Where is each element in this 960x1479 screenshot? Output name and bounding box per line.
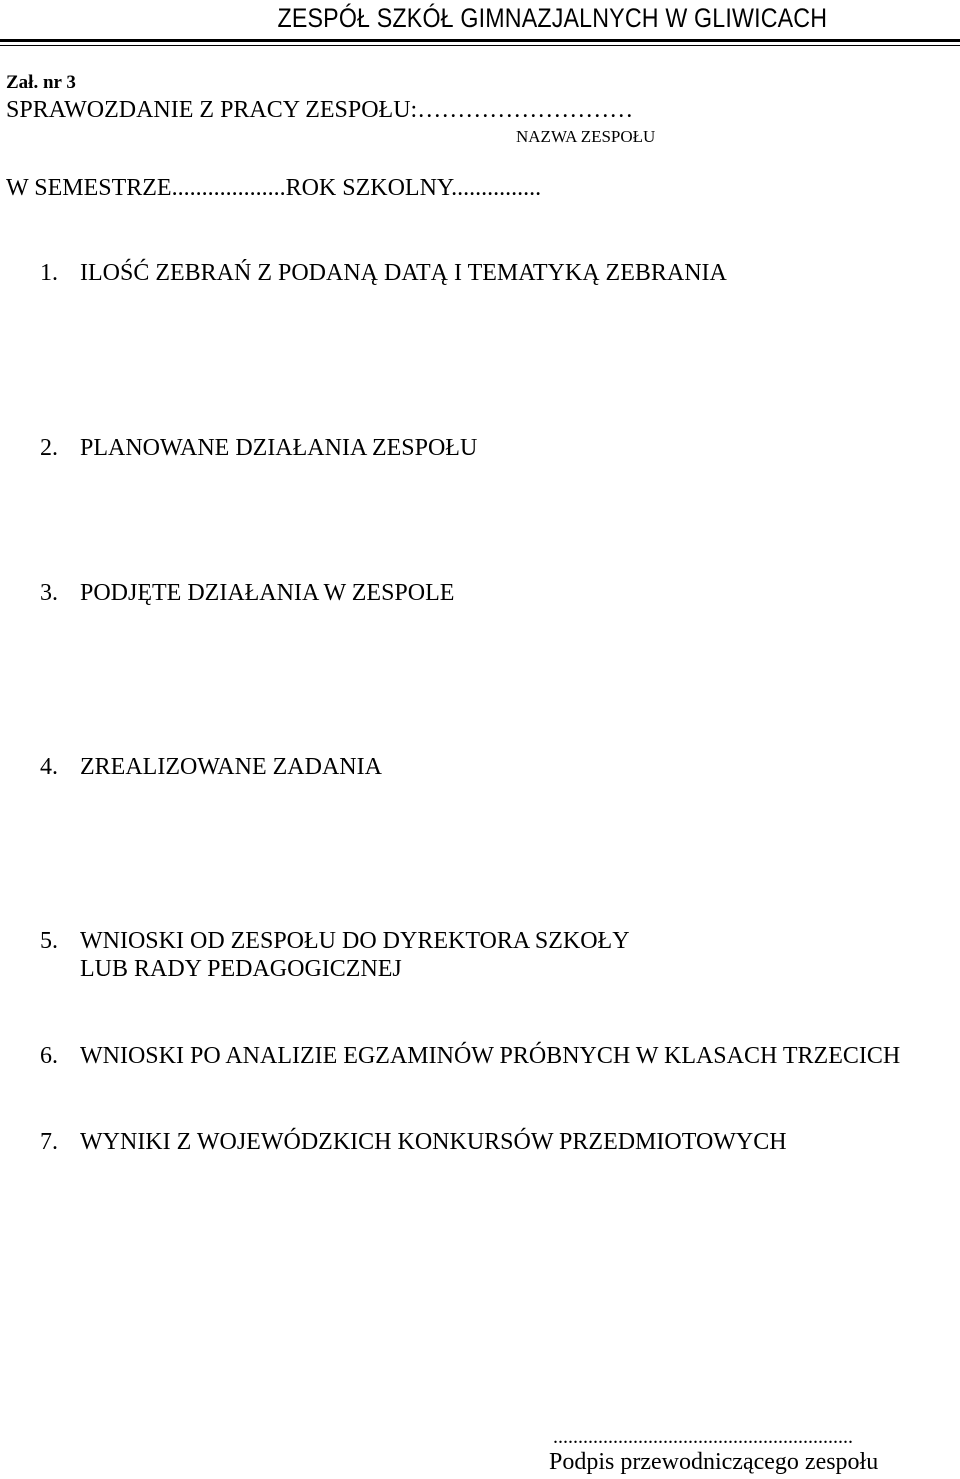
item-heading-line2: LUB RADY PEDAGOGICZNEJ bbox=[80, 956, 402, 982]
item-number: 4. bbox=[40, 754, 58, 780]
item-number: 7. bbox=[40, 1129, 58, 1155]
report-title-line bbox=[6, 97, 633, 124]
team-name-caption: NAZWA ZESPOŁU bbox=[516, 127, 656, 146]
list-item-7 bbox=[40, 1128, 787, 1156]
annex-label: Zał. nr 3 bbox=[6, 72, 76, 93]
item-number: 5. bbox=[40, 928, 58, 954]
item-number: 6. bbox=[40, 1043, 58, 1069]
list-item-4 bbox=[40, 753, 382, 781]
header-rule-thick bbox=[0, 39, 960, 42]
list-item-1 bbox=[40, 259, 727, 287]
team-name-blank: ……………………… bbox=[417, 97, 634, 123]
item-heading: PODJĘTE DZIAŁANIA W ZESPOLE bbox=[80, 580, 455, 606]
signature-line: ............................................................ bbox=[553, 1426, 853, 1448]
semester-line: W SEMESTRZE...................ROK SZKOLNY............... bbox=[6, 175, 542, 201]
report-label: SPRAWOZDANIE Z PRACY ZESPOŁU: bbox=[6, 97, 418, 123]
item-number: 3. bbox=[40, 580, 58, 606]
item-number: 1. bbox=[40, 260, 58, 286]
item-number: 2. bbox=[40, 435, 58, 461]
list-item-5 bbox=[40, 927, 630, 983]
item-heading: PLANOWANE DZIAŁANIA ZESPOŁU bbox=[80, 435, 478, 461]
list-item-6 bbox=[40, 1042, 900, 1070]
list-item-3 bbox=[40, 579, 454, 607]
header-rule-thin bbox=[0, 45, 960, 46]
item-heading: ZREALIZOWANE ZADANIA bbox=[80, 754, 382, 780]
school-name-header: ZESPÓŁ SZKÓŁ GIMNAZJALNYCH W GLIWICACH bbox=[277, 3, 827, 33]
signature-label: Podpis przewodniczącego zespołu bbox=[549, 1449, 879, 1475]
item-heading: WYNIKI Z WOJEWÓDZKICH KONKURSÓW PRZEDMIOTOWYCH bbox=[80, 1129, 787, 1155]
list-item-2 bbox=[40, 434, 477, 462]
item-heading: ILOŚĆ ZEBRAŃ Z PODANĄ DATĄ I TEMATYKĄ ZEBRANIA bbox=[80, 260, 727, 286]
item-heading: WNIOSKI PO ANALIZIE EGZAMINÓW PRÓBNYCH W KLASACH TRZECICH bbox=[80, 1043, 901, 1069]
item-heading-line1: WNIOSKI OD ZESPOŁU DO DYREKTORA SZKOŁY bbox=[80, 928, 630, 954]
item-heading bbox=[80, 927, 630, 983]
